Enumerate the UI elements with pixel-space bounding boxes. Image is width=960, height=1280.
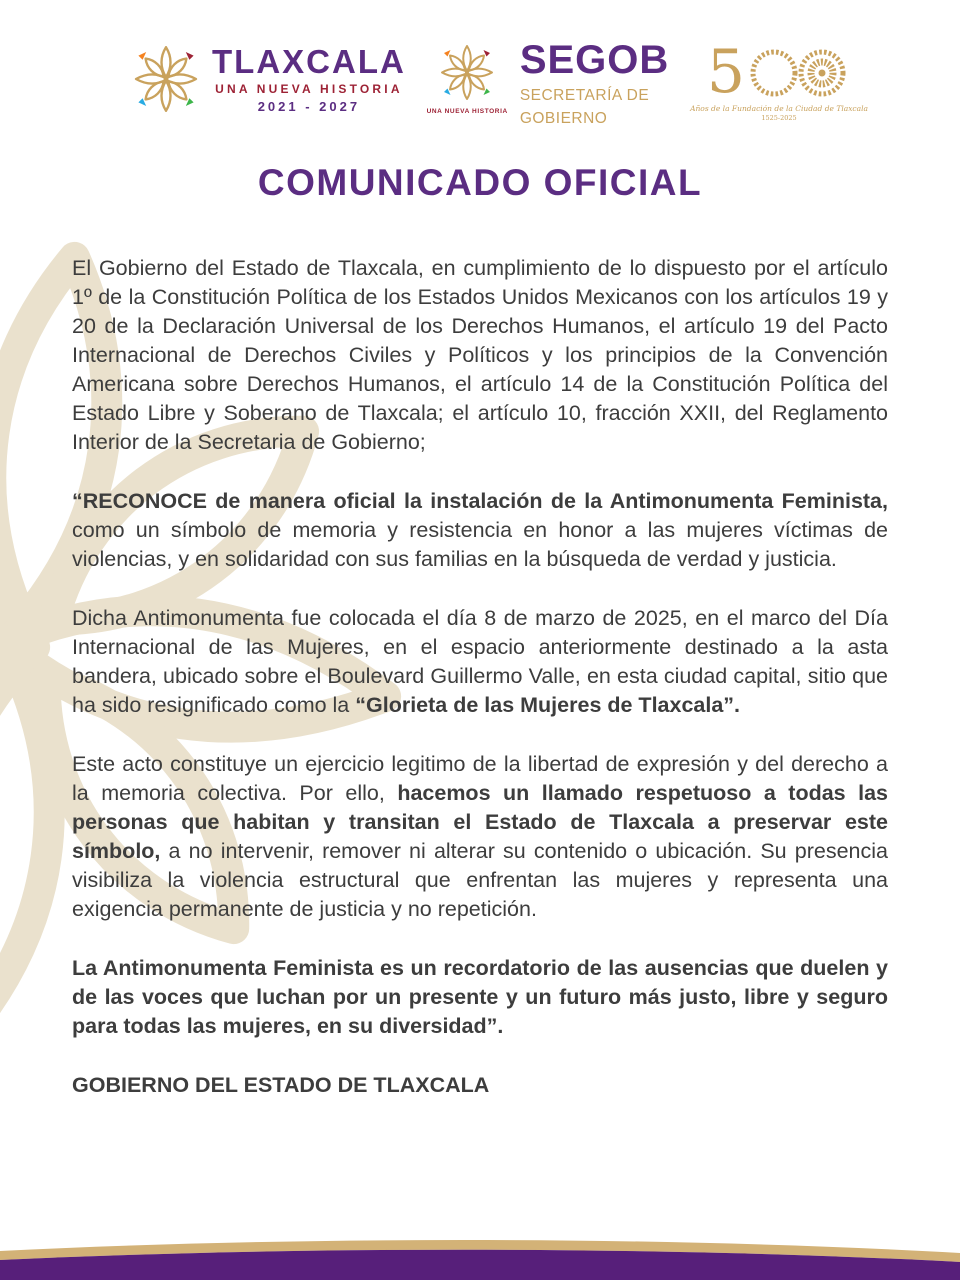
- paragraph-run-bold: “RECONOCE de manera oficial la instalación de la Antimonumenta Feminista,: [72, 489, 888, 513]
- paragraphs-container: [72, 254, 888, 1100]
- segob-flower-icon: [437, 40, 497, 105]
- anniversary-logo: [690, 37, 868, 122]
- anniversary-500: [706, 37, 851, 107]
- paragraph: [72, 954, 888, 1041]
- paragraph: [72, 604, 888, 720]
- segob-logo: [427, 40, 670, 128]
- footer-wave: [0, 1220, 960, 1280]
- anniversary-number: 5: [706, 37, 746, 107]
- paragraph-run-bold: GOBIERNO DEL ESTADO DE TLAXCALA: [72, 1073, 490, 1097]
- paragraph-run: El Gobierno del Estado de Tlaxcala, en cumplimiento de lo dispuesto por el artículo 1º de la Constitución Política de los Estados Unidos Mexicanos con los artículos 19 y 20 de la Declaración Universal de los Derechos Humanos, el artículo 19 del Pacto Internacional de Derechos Civiles y Políticos y los principios de la Convención Americana sobre Derechos Humanos, el artículo 14 de la Constitución Política del Estado Libre y Soberano de Tlaxcala; el artículo 10, fracción XXII, del Reglamento Interior de la Secretaria de Gobierno;: [72, 256, 888, 454]
- tlaxcala-wordmark: TLAXCALA: [212, 42, 406, 80]
- page-title: COMUNICADO OFICIAL: [257, 162, 703, 203]
- anniversary-caption: Años de la Fundación de la Ciudad de Tlaxcala: [690, 104, 868, 113]
- paragraph: [72, 487, 888, 574]
- tlaxcala-flower-icon: [130, 40, 202, 118]
- segob-wordmark: SEGOB: [519, 38, 670, 82]
- paragraph-run-bold: “Glorieta de las Mujeres de Tlaxcala”.: [355, 693, 741, 717]
- tlaxcala-tagline: UNA NUEVA HISTORIA: [215, 81, 403, 96]
- segob-tagline: UNA NUEVA HISTORIA: [426, 108, 508, 115]
- segob-wordmark-block: [520, 40, 669, 128]
- paragraph-run-bold: La Antimonumenta Feminista es un recordatorio de las ausencias que duelen y de las voces que luchan por un presente y un futuro más justo, libre y seguro para todas las mujeres, en su diversidad”.: [72, 956, 888, 1038]
- tlaxcala-wordmark-block: [212, 42, 406, 114]
- tlaxcala-logo: [130, 40, 406, 118]
- paragraph-run-bold: hacemos un llamado respetuoso a todas las personas que habitan y transitan el Estado de Tlaxcala a preservar este símbolo,: [72, 781, 889, 863]
- paragraph-run: Este acto constituye un ejercicio legitimo de la libertad de expresión y del derecho a la memoria colectiva. Por ello,: [72, 752, 888, 805]
- paragraph-run: a no intervenir, remover ni alterar su contenido o ubicación. Su presencia visibiliza la violencia estructural que enfrentan las mujeres y representa una exigencia permanente de justicia y no repetición.: [72, 839, 888, 921]
- segob-secretariat-line1: SECRETARÍA DE: [519, 87, 650, 104]
- header-logos: [130, 37, 868, 128]
- anniversary-dates: 1525-2025: [761, 114, 797, 122]
- segob-secretariat-line2: GOBIERNO: [519, 110, 608, 127]
- paragraph-run: como un símbolo de memoria y resistencia en honor a las mujeres víctimas de violencias, y en solidaridad con sus familias en la búsqueda de verdad y justicia.: [72, 518, 888, 571]
- document-body: [72, 254, 888, 1100]
- anniversary-zeros-icon: [747, 44, 851, 100]
- tlaxcala-years: 2021 - 2027: [257, 98, 361, 114]
- segob-flower-block: [427, 40, 508, 115]
- paragraph: [72, 254, 888, 457]
- paragraph: [72, 750, 888, 924]
- paragraph: [72, 1071, 888, 1100]
- paragraph-run: Dicha Antimonumenta fue colocada el día 8 de marzo de 2025, en el marco del Día Internacional de las Mujeres, en el espacio anteriormente destinado a la asta bandera, ubicado sobre el Boulevard Guillermo Valle, en esta ciudad capital, sitio que ha sido resignificado como la: [72, 606, 888, 717]
